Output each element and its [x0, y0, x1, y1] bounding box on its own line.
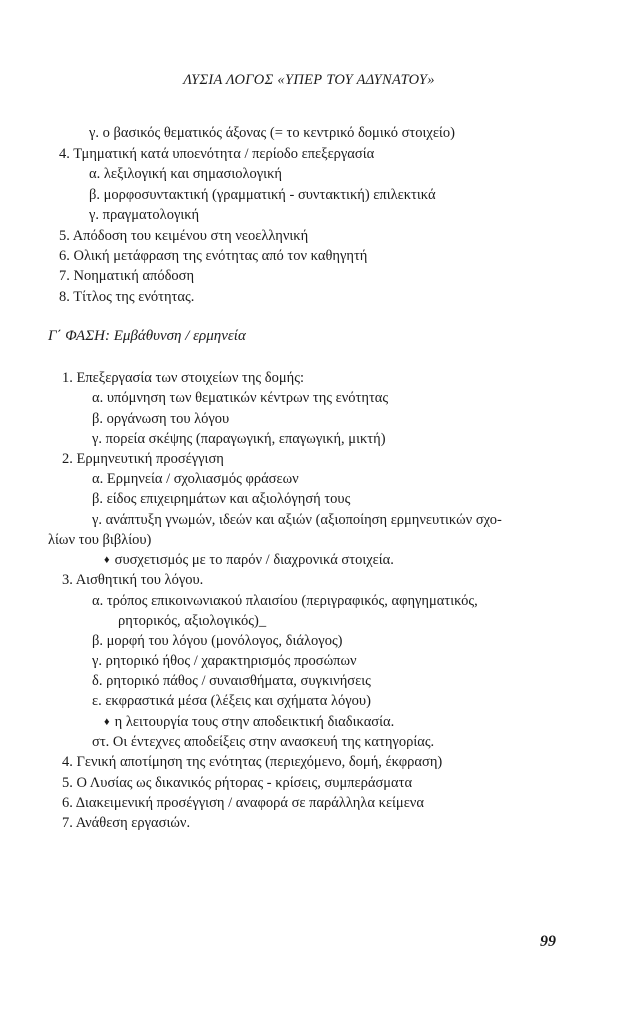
list-item: α. υπόμνηση των θεματικών κέντρων της ενότητας — [92, 390, 389, 406]
list-item: α. λεξιλογική και σημασιολογική — [89, 166, 282, 182]
list-item: 8. Τίτλος της ενότητας. — [59, 289, 195, 305]
list-item: 2. Ερμηνευτική προσέγγιση — [62, 451, 224, 467]
list-item: δ. ρητορικό πάθος / συναισθήματα, συγκινήσεις — [92, 673, 371, 689]
list-item: 7. Ανάθεση εργασιών. — [62, 815, 191, 831]
list-item — [104, 551, 394, 570]
list-item: 4. Γενική αποτίμηση της ενότητας (περιεχόμενο, δομή, έκφραση) — [62, 754, 443, 770]
list-item: γ. πορεία σκέψης (παραγωγική, επαγωγική, μικτή) — [92, 431, 386, 447]
list-item-continuation: ρητορικός, αξιολογικός)_ — [118, 613, 267, 629]
diamond-bullet-icon: ♦ — [104, 716, 110, 728]
list-item: 5. Απόδοση του κειμένου στη νεοελληνική — [59, 228, 309, 244]
list-item — [104, 713, 394, 732]
list-item: 5. Ο Λυσίας ως δικανικός ρήτορας - κρίσεις, συμπεράσματα — [62, 775, 413, 791]
list-item: 6. Ολική μετάφραση της ενότητας από τον καθηγητή — [59, 248, 368, 264]
list-item: γ. ανάπτυξη γνωμών, ιδεών και αξιών (αξιοποίηση ερμηνευτικών σχο- — [92, 512, 502, 528]
list-item-continuation: λίων του βιβλίου) — [48, 532, 152, 548]
list-item: β. μορφοσυντακτική (γραμματική - συντακτική) επιλεκτικά — [89, 187, 436, 203]
list-item: 7. Νοηματική απόδοση — [59, 268, 195, 284]
list-item: 1. Επεξεργασία των στοιχείων της δομής: — [62, 370, 304, 386]
list-item: 4. Τμηματική κατά υποενότητα / περίοδο επεξεργασία — [59, 146, 375, 162]
list-item: α. τρόπος επικοινωνιακού πλαισίου (περιγραφικός, αφηγηματικός, — [92, 593, 478, 609]
list-item: β. μορφή του λόγου (μονόλογος, διάλογος) — [92, 633, 343, 649]
diamond-bullet-icon: ♦ — [104, 554, 110, 566]
list-item: 6. Διακειμενική προσέγγιση / αναφορά σε παράλληλα κείμενα — [62, 795, 424, 811]
bullet-text: η λειτουργία τους στην αποδεικτική διαδικασία. — [114, 714, 395, 730]
list-item: γ. ρητορικό ήθος / χαρακτηρισμός προσώπων — [92, 653, 357, 669]
list-item: α. Ερμηνεία / σχολιασμός φράσεων — [92, 471, 299, 487]
list-item: γ. πραγματολογική — [89, 207, 200, 223]
section-heading: Γ΄ ΦΑΣΗ: Εμβάθυνση / ερμηνεία — [48, 328, 246, 344]
list-item: στ. Οι έντεχνες αποδείξεις στην ανασκευή της κατηγορίας. — [92, 734, 435, 750]
page-number: 99 — [540, 933, 556, 950]
list-item: 3. Αισθητική του λόγου. — [62, 572, 204, 588]
list-item: γ. ο βασικός θεματικός άξονας (= το κεντρικό δομικό στοιχείο) — [89, 125, 455, 141]
list-item: β. είδος επιχειρημάτων και αξιολόγησή τους — [92, 491, 351, 507]
running-header: ΛΥΣΙΑ ΛΟΓΟΣ «ΥΠΕΡ ΤΟΥ ΑΔΥΝΑΤΟΥ» — [183, 72, 435, 88]
list-item: β. οργάνωση του λόγου — [92, 411, 230, 427]
bullet-text: συσχετισμός με το παρόν / διαχρονικά στοιχεία. — [114, 552, 394, 568]
list-item: ε. εκφραστικά μέσα (λέξεις και σχήματα λόγου) — [92, 693, 371, 709]
